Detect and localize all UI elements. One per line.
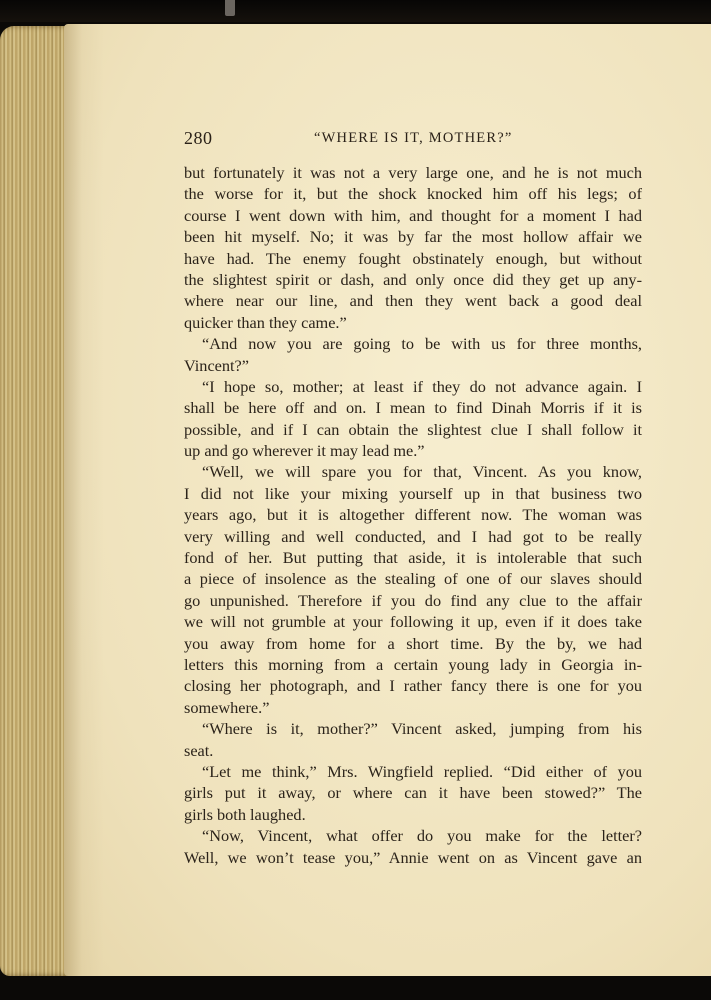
scan-background-bottom — [0, 976, 711, 1000]
page-edges — [0, 26, 72, 976]
clip-mark — [225, 0, 235, 16]
text-line: “Now, Vincent, what offer do you make for the letter? — [202, 826, 642, 846]
text-line: course I went down with him, and thought for a moment I had — [184, 205, 642, 225]
text-line: “I hope so, mother; at least if they do not advance again. I — [202, 376, 642, 396]
text-line: very willing and well conducted, and I had got to be really — [184, 526, 642, 546]
text-line: the slightest spirit or dash, and only once did they get up any- — [184, 269, 642, 289]
text-line: been hit myself. No; it was by far the most hollow affair we — [184, 227, 642, 247]
text-line: I did not like your mixing yourself up in that business two — [184, 483, 642, 503]
text-line: Vincent?” — [184, 355, 250, 375]
text-line: girls both laughed. — [184, 804, 306, 824]
text-line: you away from home for a short time. By the by, we had — [184, 633, 642, 653]
text-line: where near our line, and then they went back a good deal — [184, 291, 642, 311]
text-line: fond of her. But putting that aside, it is intolerable that such — [184, 548, 642, 568]
text-line: years ago, but it is altogether different now. The woman was — [184, 505, 642, 525]
text-line: quicker than they came.” — [184, 312, 347, 332]
text-line: “Where is it, mother?” Vincent asked, jumping from his — [202, 719, 642, 739]
text-line: a piece of insolence as the stealing of one of our slaves should — [184, 569, 642, 589]
text-line: seat. — [184, 740, 214, 760]
text-line: shall be here off and on. I mean to find Dinah Morris if it is — [184, 398, 642, 418]
text-line: somewhere.” — [184, 697, 270, 717]
text-line: possible, and if I can obtain the slightest clue I shall follow it — [184, 419, 642, 439]
text-line: “Let me think,” Mrs. Wingfield replied. “Did either of you — [202, 761, 642, 781]
running-title: “WHERE IS IT, MOTHER?” — [314, 130, 513, 146]
scan-background-top — [0, 0, 711, 22]
text-line: have had. The enemy fought obstinately enough, but without — [184, 248, 642, 268]
text-line: closing her photograph, and I rather fancy there is one for you — [184, 676, 642, 696]
text-line: girls put it away, or where can it have been stowed?” The — [184, 783, 642, 803]
text-line: “Well, we will spare you for that, Vincent. As you know, — [202, 462, 642, 482]
text-line: “And now you are going to be with us for three months, — [202, 334, 642, 354]
page-number: 280 — [184, 128, 213, 148]
text-line: we will not grumble at your following it up, even if it does take — [184, 612, 642, 632]
text-line: but fortunately it was not a very large one, and he is not much — [184, 163, 642, 182]
text-line: up and go wherever it may lead me.” — [184, 441, 425, 461]
text-line: Well, we won’t tease you,” Annie went on as Vincent gave an — [184, 847, 642, 867]
text-line: letters this morning from a certain young lady in Georgia in- — [184, 654, 642, 674]
body-text — [184, 162, 642, 868]
text-line: go unpunished. Therefore if you do find any clue to the affair — [184, 590, 642, 610]
text-line: the worse for it, but the shock knocked him off his legs; of — [184, 184, 642, 204]
page-header — [184, 128, 642, 152]
